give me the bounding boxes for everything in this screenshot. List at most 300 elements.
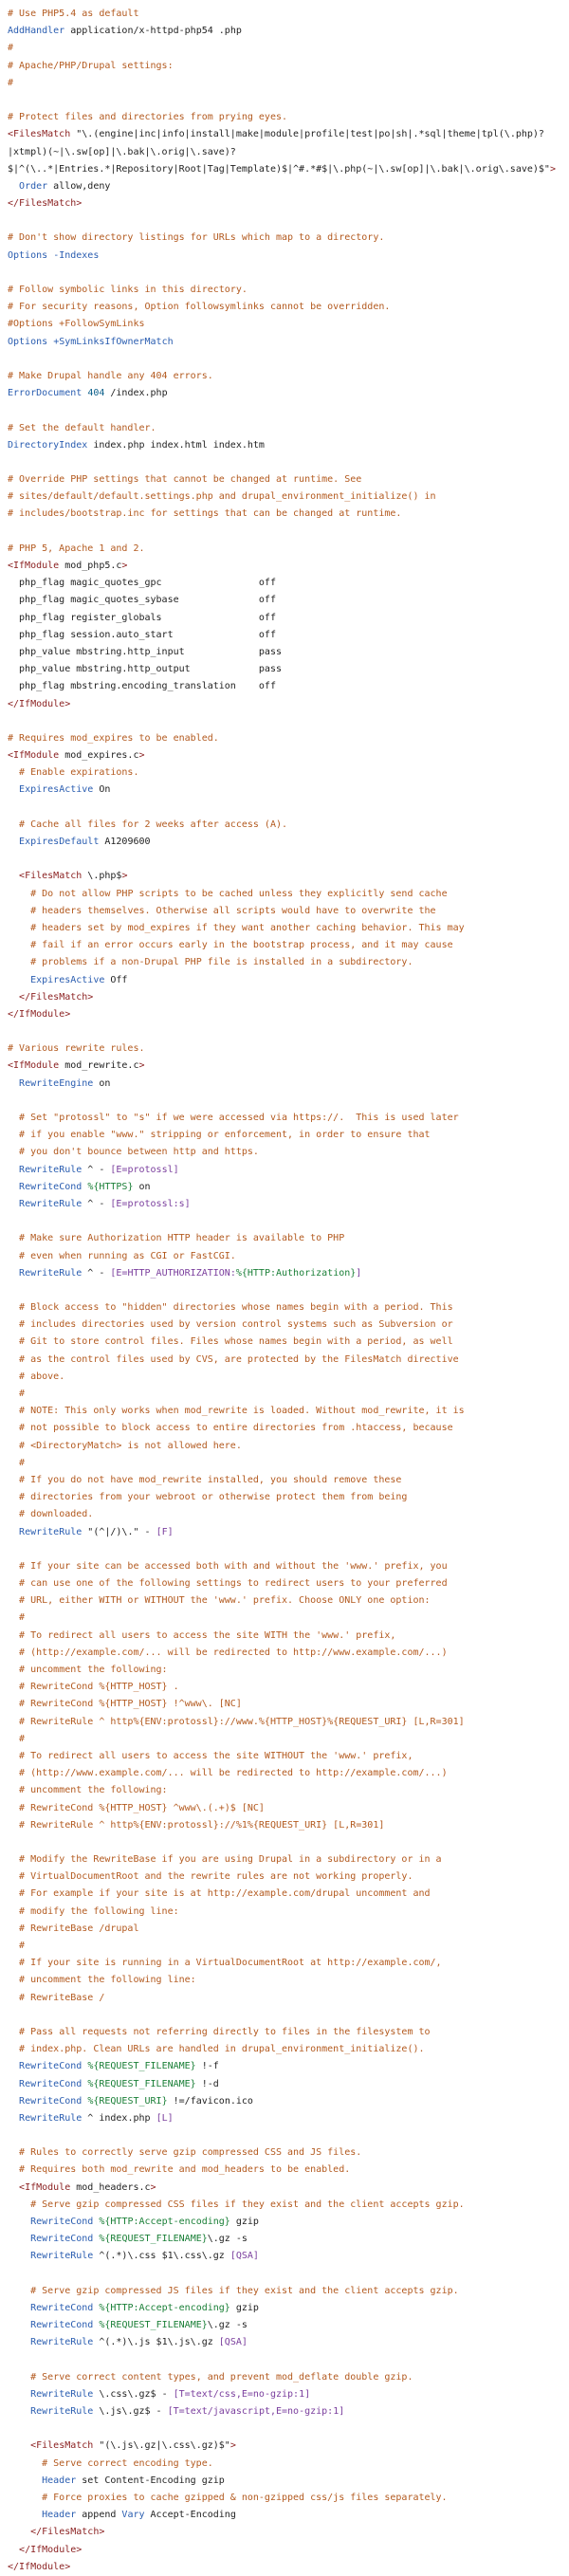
code-line [8,989,569,1006]
code-line [8,126,569,143]
code-line [8,1679,569,1696]
directive-token: RewriteRule [19,1198,83,1209]
code-line [8,1524,569,1541]
comment-token: # RewriteRule ^ http%{ENV:protossl}://%1%{REQUEST_URI} [L,R=301] [19,1819,385,1831]
plain-token [8,1233,19,1243]
plain-token [8,1492,19,1502]
variable-token: %{HTTPS} [87,1181,134,1192]
directive-token: RewriteRule [30,2337,94,2348]
comment-token: # Set "protossl" to "s" if we were accessed via https://. This is used later [19,1113,459,1123]
plain-token: !-d [195,2078,219,2089]
plain-token [8,1612,19,1623]
plain-token [8,1751,19,1761]
plain-token [8,2320,30,2330]
tag-token: <IfModule [8,750,60,762]
plain-token: Accept-Encoding [144,2510,236,2521]
code-line [8,868,569,885]
code-line [8,644,569,661]
code-line [8,1023,569,1040]
code-line [8,178,569,195]
plain-token: !=/favicon.ico [167,2095,253,2107]
plain-token: ^ - [82,1164,111,1175]
code-line [8,2300,569,2317]
code-line [8,2524,569,2541]
plain-token [8,2061,19,2071]
plain-token: append [76,2510,122,2521]
plain-token [8,1130,19,1140]
plain-token [8,1941,19,1951]
plain-token [8,2182,19,2193]
plain-token: /index.php [104,388,168,399]
flag-token: [E=protossl] [110,1164,179,1175]
comment-token: # index.php. Clean URLs are handled in drupal_environment_initialize(). [19,2044,425,2055]
code-line [8,1282,569,1299]
plain-token: Off [104,974,128,985]
directive-token: ExpiresDefault [19,837,100,847]
tag-token: </FilesMatch> [8,198,83,210]
plain-token [8,767,19,778]
comment-token: # For example if your site is at http://example.com/drupal uncomment and [19,1888,431,1900]
plain-token [8,906,30,916]
plain-token [8,1871,19,1882]
plain-token [8,1993,19,2003]
code-line [8,368,569,385]
comment-token: # To redirect all users to access the site WITH the 'www.' prefix, [19,1629,396,1641]
comment-token: # Pass all requests not referring directly to files in the filesystem to [19,2026,431,2037]
variable-token: %{HTTP:Authorization} [235,1267,357,1279]
plain-token [8,871,19,881]
code-line [8,1955,569,1972]
code-line [8,1420,569,1437]
comment-token: # If your site is running in a VirtualDocumentRoot at http://example.com/, [19,1958,442,1969]
plain-token [8,2337,30,2347]
directive-token: -Indexes [53,249,100,261]
directive-token: RewriteCond [19,2095,83,2107]
code-line [8,1265,569,1282]
plain-token [8,1078,19,1089]
directive-token: RewriteRule [30,2251,94,2262]
plain-token [8,2164,19,2175]
comment-token: # Enable expirations. [19,767,139,779]
variable-token: %{HTTP:Accept-encoding} [99,2217,230,2227]
code-line [8,402,569,419]
comment-token: # Git to store control files. Files whose names begin with a period, as well [19,1336,453,1348]
comment-token: # even when running as CGI or FastCGI. [19,1250,236,1261]
plain-token: mod_headers.c [70,2181,151,2193]
comment-token: # Serve gzip compressed CSS files if they exist and the client accepts gzip. [30,2199,465,2210]
plain-token [8,1423,19,1433]
comment-token: # Various rewrite rules. [8,1043,145,1055]
plain-token [8,923,30,933]
comment-token: # [19,1389,26,1399]
comment-token: # directories from your webroot or otherwise protect them from being [19,1492,408,1503]
comment-token: # [8,43,14,54]
plain-token [8,1165,19,1175]
plain-token [8,1768,19,1778]
plain-token: php_flag register_globals off [8,612,276,623]
code-line [8,2231,569,2248]
plain-token [8,1785,19,1795]
tag-token: </IfModule> [8,698,71,709]
code-line [8,1489,569,1506]
plain-token: php_flag mbstring.encoding_translation off [8,681,276,692]
tag-token: </IfModule> [19,2544,83,2555]
code-line [8,1748,569,1765]
comment-token: # [8,77,14,88]
flag-token: [L] [156,2112,174,2124]
plain-token: gzip [229,2302,259,2313]
plain-token [8,1734,19,1744]
comment-token: # sites/default/default.settings.php and drupal_environment_initialize() in [8,491,436,503]
comment-token: # Serve correct encoding type. [42,2457,213,2469]
plain-token: |xtmpl)(~|\.sw[op]|\.bak|\.orig|\.save)? [8,146,236,157]
code-line [8,2473,569,2490]
plain-token [8,1406,19,1416]
code-line [8,1731,569,1748]
comment-token: # <DirectoryMatch> is not allowed here. [19,1440,242,1451]
plain-token: \.gz -s [207,2234,248,2245]
plain-token [8,1182,19,1192]
code-line [8,730,569,747]
plain-token: "\.(engine|inc|info|install|make|module|profile|test|po|sh|.*sql|theme|tpl(\.php)? [70,129,544,140]
plain-token [8,1578,19,1589]
code-line [8,1162,569,1179]
tag-token: <FilesMatch [30,2440,94,2452]
comment-token: # headers themselves. Otherwise all scripts would have to overwrite the [30,905,436,916]
code-line [8,2559,569,2576]
code-line [8,2076,569,2093]
code-line [8,454,569,471]
plain-token [8,889,30,899]
code-line [8,764,569,782]
code-line [8,1006,569,1023]
plain-token [8,2044,19,2054]
directive-token: RewriteCond [19,1181,83,1192]
code-line [8,1990,569,2007]
directive-token: Header [42,2510,77,2521]
plain-token: mod_expires.c [59,750,139,762]
code-line [8,1144,569,1161]
directive-token: AddHandler [8,26,65,37]
plain-token [8,1820,19,1831]
code-line [8,1782,569,1799]
plain-token [8,1923,19,1934]
plain-token [8,975,30,985]
plain-token [8,1441,19,1451]
flag-token: [T=text/css,E=no-gzip:1] [173,2388,311,2400]
code-line [8,2403,569,2420]
comment-token: # Requires both mod_rewrite and mod_headers to be enabled. [19,2164,351,2176]
comment-token: # PHP 5, Apache 1 and 2. [8,543,145,554]
flag-token: [E=HTTP_AUTHORIZATION: [110,1267,236,1279]
plain-token [8,2199,30,2210]
tag-token: </IfModule> [8,1008,71,1020]
comment-token: # (http://example.com/... will be redirected to http://www.example.com/...) [19,1647,448,1658]
code-line [8,334,569,351]
plain-token: ^(.*)\.css $1\.css\.gz [93,2251,230,2262]
comment-token: # Modify the RewriteBase if you are using Drupal in a subdirectory or in a [19,1854,442,1866]
plain-token [8,2303,30,2313]
code-line [8,437,569,454]
comment-token: # Serve correct content types, and prevent mod_deflate double gzip. [30,2371,413,2383]
code-line [8,2093,569,2110]
code-line [8,2507,569,2524]
plain-token [8,1268,19,1279]
comment-token: # Use PHP5.4 as default [8,9,139,19]
comment-token: # RewriteBase /drupal [19,1923,139,1934]
code-line [8,1058,569,1075]
code-line [8,592,569,609]
plain-token [8,2458,42,2469]
comment-token: # To redirect all users to access the site WITHOUT the 'www.' prefix, [19,1750,413,1761]
code-line [8,937,569,954]
tag-token: > [150,2181,156,2193]
number-token: 404 [87,388,105,399]
plain-token [8,1371,19,1382]
comment-token: # RewriteBase / [19,1992,105,2003]
plain-token: php_flag magic_quotes_sybase off [8,595,276,606]
comment-token: # Do not allow PHP scripts to be cached unless they explicitly send cache [30,888,448,899]
comment-token: # problems if a non-Drupal PHP file is installed in a subdirectory. [30,957,413,968]
code-line [8,1851,569,1868]
comment-token: # includes/bootstrap.inc for settings that can be changed at runtime. [8,508,402,520]
code-line [8,834,569,851]
plain-token: ^ index.php [82,2112,156,2124]
code-line [8,75,569,92]
plain-token [8,2527,30,2537]
comment-token: # RewriteCond %{HTTP_HOST} ^www\.(.+)$ [NC] [19,1802,265,1813]
plain-token: gzip [229,2217,259,2227]
plain-token [8,1354,19,1365]
code-line [8,92,569,109]
code-line [8,488,569,506]
code-line [8,351,569,368]
plain-token [8,2217,30,2227]
plain-token: \.js\.gz$ - [93,2406,168,2418]
code-line [8,2352,569,2369]
code-line [8,1662,569,1679]
code-line [8,903,569,920]
comment-token: # Don't show directory listings for URLs which map to a directory. [8,232,385,244]
code-line [8,299,569,316]
comment-token: # if you enable "www." stripping or enforcement, in order to ensure that [19,1130,431,1141]
code-line [8,1230,569,1247]
code-line [8,627,569,644]
code-line [8,265,569,282]
tag-token: <FilesMatch [19,871,83,882]
code-line [8,2058,569,2075]
code-line [8,1506,569,1523]
code-line [8,1628,569,1645]
comment-token: # [19,1941,26,1951]
code-line [8,1592,569,1610]
code-line [8,1904,569,1921]
plain-token: index.php index.html index.htm [87,439,265,451]
plain-token [8,1647,19,1658]
plain-token [8,1113,19,1123]
plain-token [8,2234,30,2244]
plain-token: \.css\.gz$ - [93,2388,174,2400]
code-line [8,1248,569,1265]
code-line [8,2248,569,2265]
comment-token: # fail if an error occurs early in the bootstrap process, and it may cause [30,940,453,951]
code-line [8,2542,569,2559]
plain-token [8,837,19,847]
plain-token: A1209600 [99,837,151,847]
tag-token: </IfModule> [8,2561,71,2572]
code-line [8,886,569,903]
plain-token [8,1147,19,1157]
code-line [8,40,569,57]
plain-token [8,992,19,1003]
comment-token: # can use one of the following settings to redirect users to your preferred [19,1578,448,1590]
code-line [8,23,569,40]
code-line [8,678,569,695]
code-line [8,1334,569,1351]
comment-token: # Requires mod_expires to be enabled. [8,732,219,744]
plain-token [8,2286,30,2296]
tag-token: <FilesMatch [8,129,71,140]
code-line [8,2283,569,2300]
variable-token: %{REQUEST_FILENAME} [99,2320,208,2331]
directive-token: RewriteRule [30,2388,94,2400]
plain-token [8,2251,30,2261]
plain-token [8,1509,19,1519]
code-line [8,2127,569,2144]
plain-token [8,2372,30,2383]
comment-token: # VirtualDocumentRoot and the rewrite rules are not working properly. [19,1871,413,1883]
comment-token: # Rules to correctly serve gzip compressed CSS and JS files. [19,2147,362,2159]
plain-token [8,1854,19,1865]
code-line [8,920,569,937]
plain-token [8,1319,19,1330]
variable-token: %{REQUEST_FILENAME} [87,2061,196,2072]
directive-token: RewriteRule [19,2112,83,2124]
directive-token: RewriteCond [30,2302,94,2313]
directive-token: RewriteCond [30,2217,94,2227]
code-line [8,1834,569,1851]
plain-token: on [133,1181,151,1192]
code-line [8,1316,569,1334]
plain-token [8,1302,19,1313]
code-line [8,2024,569,2041]
plain-token: \.gz -s [207,2320,248,2331]
tag-token: > [121,561,128,571]
plain-token: on [93,1077,111,1089]
directive-token: RewriteRule [19,1526,83,1537]
comment-token: # [19,1733,26,1744]
code-line [8,2317,569,2334]
directive-token: Options [8,336,48,347]
comment-token: # Force proxies to cache gzipped & non-gzipped css/js files separately. [42,2493,448,2503]
comment-token: # above. [19,1371,65,1382]
code-line [8,1558,569,1575]
code-line [8,2369,569,2386]
tag-token: > [138,750,145,762]
variable-token: %{REQUEST_URI} [87,2095,168,2107]
code-line [8,58,569,75]
plain-token [8,2389,30,2400]
code-line [8,1541,569,1558]
plain-token: $|^(\..*|Entries.*|Repository|Root|Tag|Template)$|^#.*#$|\.php(~|\.sw[op]|\.bak|\.orig\.save)$" [8,163,550,175]
code-line [8,1714,569,1731]
code-line [8,2041,569,2058]
directive-token: ErrorDocument [8,388,83,399]
tag-token: <IfModule [8,561,60,571]
directive-token: RewriteCond [19,2078,83,2089]
comment-token: # Set the default handler. [8,422,156,433]
plain-token [8,1665,19,1675]
tag-token: </FilesMatch> [30,2527,105,2538]
code-line [8,696,569,713]
comment-token: # uncomment the following line: [19,1975,196,1986]
plain-token [8,1717,19,1727]
comment-token: # modify the following line: [19,1905,179,1917]
comment-token: # For security reasons, Option followsymlinks cannot be overridden. [8,302,391,313]
plain-token [8,957,30,967]
code-line [8,1127,569,1144]
flag-token: [E=protossl:s] [110,1198,191,1209]
variable-token: %{HTTP:Accept-encoding} [99,2302,230,2313]
plain-token: mod_php5.c [59,561,122,571]
code-line [8,782,569,799]
comment-token: # URL, either WITH or WITHOUT the 'www.' prefix. Choose ONLY one option: [19,1595,431,1607]
plain-token [8,1199,19,1209]
variable-token: %{REQUEST_FILENAME} [87,2078,196,2089]
plain-token [8,2545,19,2555]
code-line [8,2162,569,2179]
code-line [8,2266,569,2283]
code-line [8,1610,569,1627]
code-line [8,1472,569,1489]
comment-token: # [19,1612,26,1624]
plain-token [8,1336,19,1347]
plain-token [8,2510,42,2520]
code-line [8,420,569,437]
code-line [8,1438,569,1455]
code-line [8,1696,569,1713]
variable-token: %{REQUEST_FILENAME} [99,2234,208,2245]
directive-token: +SymLinksIfOwnerMatch [53,336,174,347]
plain-token [8,1699,19,1709]
plain-token: "(^|/)\." - [82,1526,156,1537]
code-line [8,1386,569,1403]
directive-token: ExpiresActive [19,784,94,796]
code-line [8,1575,569,1592]
flag-token: [T=text/javascript,E=no-gzip:1] [167,2406,345,2418]
plain-token [8,1458,19,1468]
plain-token [8,1561,19,1572]
comment-token: # Serve gzip compressed JS files if they exist and the client accepts gzip. [30,2285,459,2296]
code-line [8,524,569,541]
plain-token [8,2113,19,2124]
code-line [8,2438,569,2455]
comment-token: # uncomment the following: [19,1665,168,1675]
code-line [8,212,569,230]
comment-token: # RewriteCond %{HTTP_HOST} !^www\. [NC] [19,1699,242,1710]
tag-token: > [138,1060,145,1072]
plain-token [8,1595,19,1606]
code-line [8,1938,569,1955]
code-line [8,2456,569,2473]
code-line [8,2144,569,2162]
comment-token: # headers set by mod_expires if they want another caching behavior. This may [30,922,465,933]
plain-token: ^ - [82,1198,111,1209]
code-line [8,316,569,333]
code-line [8,2420,569,2438]
plain-token: php_value mbstring.http_output pass [8,664,282,675]
code-line [8,558,569,575]
